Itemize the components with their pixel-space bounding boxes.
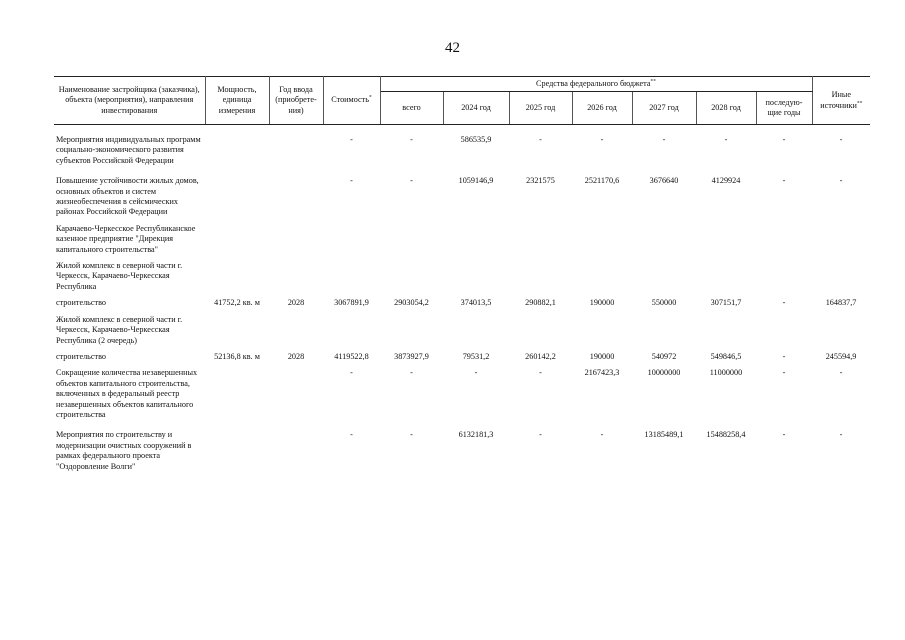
row-cost: - xyxy=(350,430,353,440)
row-2028: 11000000 xyxy=(709,368,743,378)
row-name: Жилой комплекс в северной части г. Черкесск, Карачаево-Черкесская Республика xyxy=(56,261,183,291)
row-capacity xyxy=(205,135,269,176)
row-2028 xyxy=(696,261,756,298)
row-2027: 550000 xyxy=(651,298,677,308)
table-row xyxy=(54,430,870,472)
header-2028: 2028 год xyxy=(696,92,756,125)
row-2027 xyxy=(632,261,696,298)
row-other xyxy=(812,224,870,261)
row-capacity: 52136,8 кв. м xyxy=(214,351,260,361)
row-other xyxy=(812,261,870,298)
row-total xyxy=(380,315,443,352)
row-2025 xyxy=(509,315,572,352)
table-row xyxy=(54,298,870,314)
row-other xyxy=(812,315,870,352)
row-later: - xyxy=(782,298,786,308)
row-total: - xyxy=(410,135,413,144)
row-other: 164837,7 xyxy=(825,298,857,308)
row-2028: 15488258,4 xyxy=(706,430,746,440)
row-2025: 2321575 xyxy=(526,176,555,186)
row-name: Жилой комплекс в северной части г. Черкесск, Карачаево-Черкесская Республика (2 очередь) xyxy=(56,314,183,345)
header-2025: 2025 год xyxy=(509,92,572,125)
row-cost xyxy=(323,315,380,352)
header-2027: 2027 год xyxy=(632,92,696,125)
header-name: Наименование застройщика (заказчика), объекта (мероприятия), направления инвестирования xyxy=(54,77,205,125)
row-later: - xyxy=(782,176,786,186)
header-other-sources: Иные источники** xyxy=(812,77,870,125)
row-2027 xyxy=(632,224,696,261)
row-2028: 4129924 xyxy=(711,176,741,186)
row-2025: 290882,1 xyxy=(525,298,556,308)
row-2026: 2167423,3 xyxy=(584,368,620,378)
row-year: 2028 xyxy=(287,298,305,308)
row-2026: - xyxy=(600,430,604,440)
row-total: 3873927,9 xyxy=(394,351,429,361)
table-row xyxy=(54,176,870,224)
row-later: - xyxy=(782,135,786,144)
row-2026: 2521170,6 xyxy=(584,176,620,186)
row-2025: - xyxy=(539,368,542,378)
row-name: строительство xyxy=(56,298,107,308)
row-cost: 3067891,9 xyxy=(334,298,369,308)
row-capacity xyxy=(205,368,269,430)
row-2027: 3676640 xyxy=(649,176,679,186)
row-year xyxy=(269,224,323,261)
row-2026: 190000 xyxy=(589,298,615,308)
table-header xyxy=(54,77,870,125)
row-2027: 540972 xyxy=(651,351,677,361)
row-capacity: 41752,2 кв. м xyxy=(214,298,260,308)
row-2026 xyxy=(572,224,632,261)
row-later xyxy=(756,224,812,261)
row-2025: - xyxy=(539,135,542,144)
row-2024: 79531,2 xyxy=(462,351,490,361)
row-cost: - xyxy=(350,368,353,378)
row-2026: - xyxy=(600,135,604,144)
row-total xyxy=(380,224,443,261)
page-number: 42 xyxy=(445,40,460,56)
row-year xyxy=(269,315,323,352)
row-2025: 260142,2 xyxy=(525,351,556,361)
row-2027: 10000000 xyxy=(647,368,681,378)
row-2024 xyxy=(443,224,509,261)
row-name: строительство xyxy=(56,351,107,361)
row-other: - xyxy=(839,176,843,186)
header-capacity: Мощность, единица измерения xyxy=(205,77,269,125)
row-later xyxy=(756,261,812,298)
row-cost: - xyxy=(350,135,353,144)
row-name: Сокращение количества незавершенных объектов капитального строительства, включенных в федеральный реестр незавершенных объектов капитального строительства xyxy=(56,368,198,419)
row-2025 xyxy=(509,224,572,261)
row-2028: 307151,7 xyxy=(710,298,742,308)
row-2025 xyxy=(509,261,572,298)
row-2026: 190000 xyxy=(589,351,615,361)
table-row xyxy=(54,224,870,261)
investment-table xyxy=(54,76,870,472)
row-2027: 13185489,1 xyxy=(644,430,684,440)
row-2024: 1059146,9 xyxy=(458,176,494,186)
row-2024 xyxy=(443,261,509,298)
row-name: Мероприятия по строительству и модернизации очистных сооружений в рамках федерального проекта "Оздоровление Волги" xyxy=(56,430,192,471)
row-2028: - xyxy=(724,135,728,144)
row-year xyxy=(269,368,323,430)
row-capacity xyxy=(205,315,269,352)
row-later xyxy=(756,315,812,352)
row-total: - xyxy=(410,430,413,440)
header-2024: 2024 год xyxy=(443,92,509,125)
row-name: Мероприятия индивидуальных программ социально-экономического развития субъектов Российской Федерации xyxy=(56,135,201,165)
table-row xyxy=(54,352,870,368)
row-other: - xyxy=(839,430,843,440)
row-total: - xyxy=(410,368,413,378)
row-cost xyxy=(323,224,380,261)
row-later: - xyxy=(782,351,786,361)
row-year xyxy=(269,261,323,298)
row-later: - xyxy=(782,430,786,440)
table-body xyxy=(54,125,870,472)
row-name: Повышение устойчивости жилых домов, основных объектов и систем жизнеобеспечения в сейсмических районах Российской Федерации xyxy=(56,176,199,217)
row-year xyxy=(269,430,323,472)
row-2028 xyxy=(696,224,756,261)
row-cost xyxy=(323,261,380,298)
row-year: 2028 xyxy=(287,351,305,361)
header-later-years: последую-щие годы xyxy=(756,92,812,125)
row-2024: - xyxy=(474,368,478,378)
table-row xyxy=(54,368,870,430)
table-row xyxy=(54,261,870,298)
header-total: всего xyxy=(380,92,443,125)
row-total xyxy=(380,261,443,298)
header-cost: Стоимость* xyxy=(323,77,380,125)
row-2026 xyxy=(572,315,632,352)
row-capacity xyxy=(205,430,269,472)
table-row xyxy=(54,315,870,352)
row-2027 xyxy=(632,315,696,352)
row-capacity xyxy=(205,176,269,224)
row-other: - xyxy=(839,135,843,144)
row-2028 xyxy=(696,315,756,352)
row-2025: - xyxy=(539,430,542,440)
header-2026: 2026 год xyxy=(572,92,632,125)
row-year xyxy=(269,176,323,224)
row-name: Карачаево-Черкесское Республиканское казенное предприятие "Дирекция капитального строительства" xyxy=(56,223,196,254)
row-cost: 4119522,8 xyxy=(334,351,369,361)
row-other: - xyxy=(839,368,843,378)
row-2024: 586535,9 xyxy=(460,135,492,144)
row-capacity xyxy=(205,224,269,261)
row-2024: 6132181,3 xyxy=(458,430,494,440)
row-2027: - xyxy=(662,135,666,144)
row-2026 xyxy=(572,261,632,298)
row-2024 xyxy=(443,315,509,352)
row-capacity xyxy=(205,261,269,298)
header-federal-budget: Средства федерального бюджета** xyxy=(380,77,812,92)
row-cost: - xyxy=(350,176,353,186)
row-total: - xyxy=(410,176,413,186)
row-total: 2903054,2 xyxy=(394,298,429,308)
table-row xyxy=(54,135,870,176)
row-other: 245594,9 xyxy=(825,351,857,361)
row-2028: 549846,5 xyxy=(710,351,742,361)
row-year xyxy=(269,135,323,176)
row-later: - xyxy=(782,368,786,378)
header-year: Год ввода (приобрете-ния) xyxy=(269,77,323,125)
row-2024: 374013,5 xyxy=(460,298,492,308)
